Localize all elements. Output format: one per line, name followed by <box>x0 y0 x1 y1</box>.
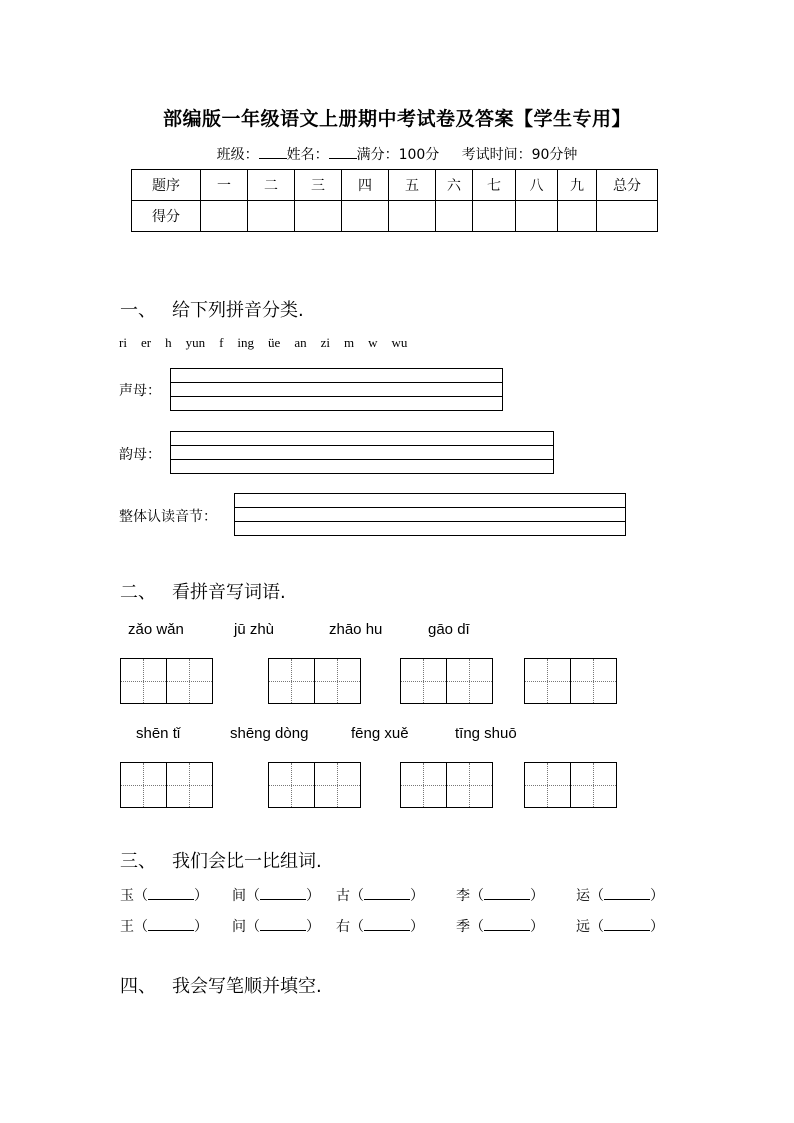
compare-item: 李（ ） <box>456 888 544 904</box>
pinyin-item: m <box>343 335 355 350</box>
compare-char: 问 <box>232 919 246 935</box>
writing-grid[interactable] <box>120 762 213 808</box>
section-4-heading <box>120 972 322 998</box>
pinyin-prompt: zhāo hu <box>329 621 383 638</box>
score-header-row <box>132 170 658 201</box>
score-header-cell: 九 <box>558 170 597 201</box>
score-header-cell: 七 <box>473 170 516 201</box>
word-blank[interactable] <box>484 918 530 931</box>
exam-info <box>0 144 794 164</box>
shengmu-answer-lines[interactable] <box>170 368 503 411</box>
writing-grid[interactable] <box>268 762 361 808</box>
compare-item: 间（ ） <box>232 888 320 904</box>
pinyin-prompt: fēng xuě <box>351 725 409 742</box>
compare-item: 问（ ） <box>232 919 320 935</box>
page-title: 部编版一年级语文上册期中考试卷及答案【学生专用】 <box>162 108 631 130</box>
compare-char: 远 <box>576 919 590 935</box>
pinyin-list <box>119 335 421 351</box>
zhengti-answer-lines[interactable] <box>234 493 626 536</box>
pinyin-item: er <box>140 335 152 350</box>
pinyin-prompt: gāo dī <box>428 621 470 638</box>
score-cell[interactable] <box>389 201 436 232</box>
compare-char: 王 <box>120 919 134 935</box>
score-row-label: 得分 <box>132 201 201 232</box>
pinyin-prompt: shēng dòng <box>230 725 309 742</box>
pinyin-prompt: tīng shuō <box>455 725 517 742</box>
name-blank[interactable] <box>329 146 357 159</box>
score-header-cell: 一 <box>201 170 248 201</box>
score-cell[interactable] <box>473 201 516 232</box>
compare-char: 李 <box>456 888 470 904</box>
word-blank[interactable] <box>148 887 194 900</box>
full-score: 满分：100分 <box>356 147 440 163</box>
writing-grid[interactable] <box>400 658 493 704</box>
score-table <box>131 169 658 232</box>
yunmu-label: 韵母： <box>119 447 161 463</box>
pinyin-item: zi <box>320 335 330 350</box>
score-cell[interactable] <box>558 201 597 232</box>
compare-char: 间 <box>232 888 246 904</box>
writing-grid[interactable] <box>524 658 617 704</box>
score-cell[interactable] <box>597 201 658 232</box>
pinyin-item: ri <box>119 335 127 350</box>
compare-item: 王（ ） <box>120 919 208 935</box>
section-number: 四、 <box>120 976 156 997</box>
section-2-heading <box>120 578 286 604</box>
compare-item: 玉（ ） <box>120 888 208 904</box>
compare-char: 运 <box>576 888 590 904</box>
class-label: 班级： <box>216 147 259 163</box>
word-blank[interactable] <box>364 918 410 931</box>
pinyin-item: wu <box>391 335 408 350</box>
word-blank[interactable] <box>484 887 530 900</box>
zhengti-label: 整体认读音节： <box>119 509 217 525</box>
exam-time: 考试时间：90分钟 <box>461 147 578 163</box>
score-header-cell: 总分 <box>597 170 658 201</box>
pinyin-prompt: zǎo wǎn <box>128 621 184 638</box>
score-header-cell: 三 <box>295 170 342 201</box>
yunmu-answer-lines[interactable] <box>170 431 554 474</box>
word-blank[interactable] <box>148 918 194 931</box>
score-cell[interactable] <box>248 201 295 232</box>
word-blank[interactable] <box>364 887 410 900</box>
pinyin-item: ing <box>237 335 255 350</box>
pinyin-item: an <box>294 335 307 350</box>
name-label: 姓名： <box>286 147 329 163</box>
score-header-cell: 二 <box>248 170 295 201</box>
score-header-cell: 四 <box>342 170 389 201</box>
word-blank[interactable] <box>604 887 650 900</box>
compare-item: 季（ ） <box>456 919 544 935</box>
score-cell[interactable] <box>295 201 342 232</box>
score-header-cell: 五 <box>389 170 436 201</box>
section-number: 一、 <box>120 300 156 321</box>
score-cell[interactable] <box>342 201 389 232</box>
pinyin-prompt: shēn tǐ <box>136 725 181 742</box>
section-3-heading <box>120 847 322 873</box>
section-number: 二、 <box>120 582 156 603</box>
writing-grid[interactable] <box>524 762 617 808</box>
class-blank[interactable] <box>259 146 287 159</box>
compare-item: 运（ ） <box>576 888 664 904</box>
score-header-cell: 八 <box>516 170 558 201</box>
score-header-cell: 六 <box>436 170 473 201</box>
section-number: 三、 <box>120 851 156 872</box>
pinyin-item: w <box>368 335 378 350</box>
writing-grid[interactable] <box>120 658 213 704</box>
word-blank[interactable] <box>604 918 650 931</box>
score-cell[interactable] <box>436 201 473 232</box>
section-1-heading <box>120 296 304 322</box>
pinyin-item: yun <box>185 335 206 350</box>
score-value-row <box>132 201 658 232</box>
section-title: 看拼音写词语. <box>172 582 286 603</box>
score-header-cell: 题序 <box>132 170 201 201</box>
section-title: 给下列拼音分类. <box>172 300 304 321</box>
score-cell[interactable] <box>516 201 558 232</box>
compare-char: 右 <box>336 919 350 935</box>
writing-grid[interactable] <box>400 762 493 808</box>
compare-char: 季 <box>456 919 470 935</box>
compare-char: 玉 <box>120 888 134 904</box>
writing-grid[interactable] <box>268 658 361 704</box>
pinyin-item: üe <box>268 335 281 350</box>
compare-item: 右（ ） <box>336 919 424 935</box>
word-blank[interactable] <box>260 887 306 900</box>
compare-char: 古 <box>336 888 350 904</box>
pinyin-prompt: jū zhù <box>234 621 275 638</box>
pinyin-item: h <box>165 335 172 350</box>
word-blank[interactable] <box>260 918 306 931</box>
pinyin-item: f <box>219 335 224 350</box>
section-title: 我们会比一比组词. <box>172 851 322 872</box>
section-title: 我会写笔顺并填空. <box>172 976 322 997</box>
shengmu-label: 声母： <box>119 383 161 399</box>
score-cell[interactable] <box>201 201 248 232</box>
compare-item: 古（ ） <box>336 888 424 904</box>
compare-item: 远（ ） <box>576 919 664 935</box>
